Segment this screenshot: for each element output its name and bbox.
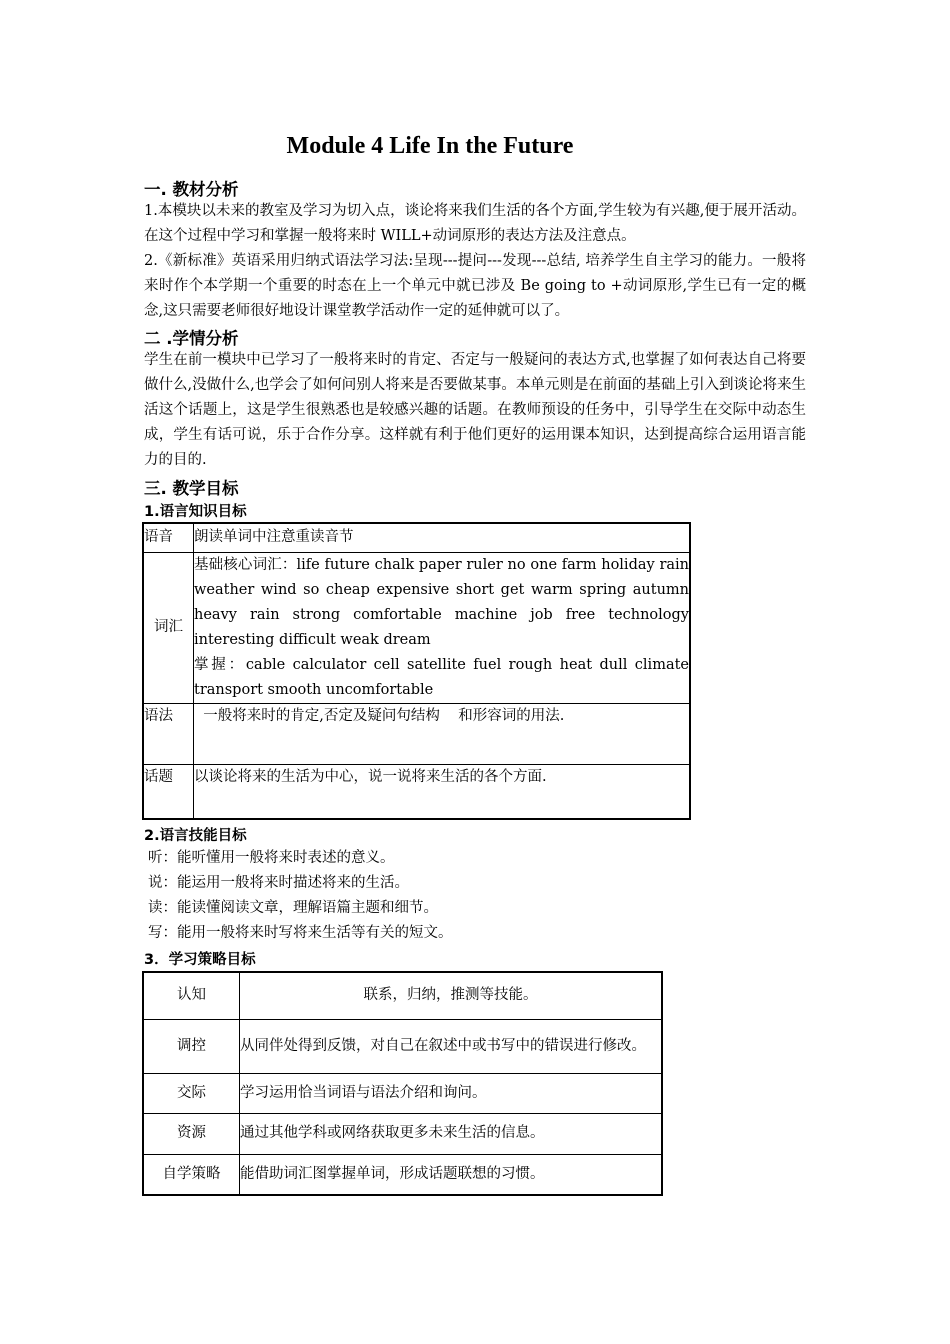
table-cell-key: 交际: [143, 1073, 240, 1113]
table-row: [143, 1019, 662, 1073]
table-cell-key: 自学策略: [143, 1154, 240, 1195]
table-cell-key: 语法: [143, 703, 194, 764]
table-cell-key: 词汇: [143, 552, 194, 703]
section-heading-textbook-analysis: 一. 教材分析: [144, 180, 239, 199]
skill-listening: 听：能听懂用一般将来时表述的意义。: [148, 850, 395, 866]
table-cell-value: 以谈论将来的生活为中心，说一说将来生活的各个方面.: [194, 764, 691, 819]
paragraph: 学生在前一模块中已学习了一般将来时的肯定、否定与一般疑问的表达方式,也掌握了如何表达自己将要做什么,没做什么,也学会了如何问别人将来是否要做某事。本单元则是在前面的基础上引入到谈论将来生活这个话题上，这是学生很熟悉也是较感兴趣的话题。在教师预设的任务中，引导学生在交际中动态生成，学生有话可说，乐于合作分享。这样就有利于他们更好的运用课本知识，达到提高综合运用语言能力的目的.: [144, 352, 806, 468]
paragraph: 2.《新标准》英语采用归纳式语法学习法:呈现---提问---发现---总结, 培养学生自主学习的能力。一般将来时作个本学期一个重要的时态在上一个单元中就已涉及 Be going to +动词原形,学生已有一定的概念,这只需要老师很好地设计课堂教学活动作一定的延伸就可以了。: [144, 253, 806, 319]
core-vocabulary: 基础核心词汇：life future chalk paper ruler no one farm holiday rain weather wind so cheap expensive short get warm spring autumn heavy rain strong comfortable machine job free technology interesting difficult weak dream: [194, 556, 689, 648]
learning-strategy-table: [142, 971, 663, 1196]
skill-writing: 写：能用一般将来时写将来生活等有关的短文。: [148, 925, 453, 941]
subheading-language-skills: 2.语言技能目标: [144, 828, 247, 844]
table-row: [143, 972, 662, 1019]
skill-reading: 读：能读懂阅读文章，理解语篇主题和细节。: [148, 900, 438, 916]
table-cell-value: 一般将来时的肯定,否定及疑问句结构 和形容词的用法.: [194, 703, 691, 764]
table-row: [143, 1113, 662, 1154]
table-cell-value: 能借助词汇图掌握单词，形成话题联想的习惯。: [240, 1154, 663, 1195]
table-row: [143, 703, 690, 764]
subheading-learning-strategy: 3．学习策略目标: [144, 952, 256, 968]
table-cell-value: 联系，归纳，推测等技能。: [240, 972, 663, 1019]
table-row: [143, 552, 690, 703]
table-cell-key: 资源: [143, 1113, 240, 1154]
section-heading-student-analysis: 二 .学情分析: [144, 329, 239, 348]
page-title: Module 4 Life In the Future: [286, 133, 574, 159]
table-cell-value: 从同伴处得到反馈，对自己在叙述中或书写中的错误进行修改。: [240, 1019, 663, 1073]
table-cell-key: 语音: [143, 523, 194, 552]
table-cell-key: 话题: [143, 764, 194, 819]
table-cell-value: 朗读单词中注意重读音节: [194, 523, 691, 552]
subheading-language-knowledge: 1.语言知识目标: [144, 504, 247, 520]
table-cell-value: 通过其他学科或网络获取更多未来生活的信息。: [240, 1113, 663, 1154]
table-cell-key: 调控: [143, 1019, 240, 1073]
table-row: [143, 764, 690, 819]
table-row: [143, 523, 690, 552]
paragraph: 1.本模块以未来的教室及学习为切入点，谈论将来我们生活的各个方面,学生较为有兴趣,便于展开活动。在这个过程中学习和掌握一般将来时 WILL+动词原形的表达方法及注意点。: [144, 203, 806, 244]
section-heading-teaching-goals: 三. 教学目标: [144, 479, 239, 498]
table-row: [143, 1073, 662, 1113]
table-cell-value: [194, 552, 691, 703]
skill-speaking: 说：能运用一般将来时描述将来的生活。: [148, 875, 409, 891]
language-knowledge-table: [142, 522, 691, 820]
table-row: [143, 1154, 662, 1195]
table-cell-value: 学习运用恰当词语与语法介绍和询问。: [240, 1073, 663, 1113]
table-cell-key: 认知: [143, 972, 240, 1019]
mastery-vocabulary: 掌握：cable calculator cell satellite fuel rough heat dull climate transport smooth uncomfortable: [194, 656, 689, 698]
